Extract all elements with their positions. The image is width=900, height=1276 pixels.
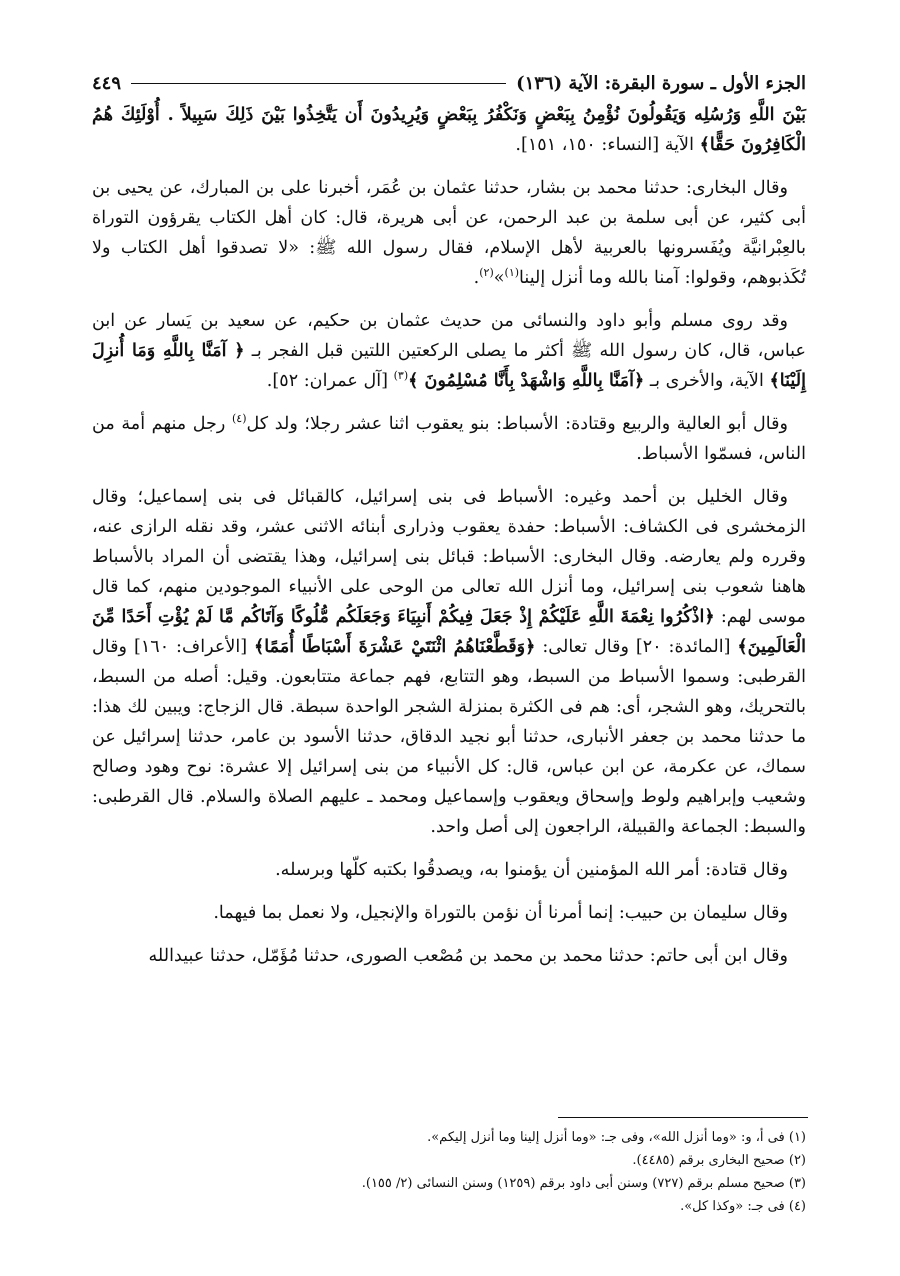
quran-quote: بَيْنَ اللَّهِ وَرُسُلِه وَيَقُولُونَ نُؤْمِنُ بِبَعْضٍ وَنَكْفُرُ بِبَعْضٍ وَيُرِيدُونَ أَن يَتَّخِذُوا بَيْنَ ذَلِكَ سَبِيلاً . أُوْلَئِكَ هُمُ الْكَافِرُونَ حَقًّا﴾: [92, 104, 806, 155]
header-title: الجزء الأول ـ سورة البقرة: الآية (١٣٦): [516, 72, 806, 94]
quran-quote: ﴿اذْكُرُوا نِعْمَةَ اللَّهِ عَلَيْكُمْ إِذْ جَعَلَ فِيكُمْ أَنبِيَاءَ وَجَعَلَكُم مُّلُوكًا وَآتَاكُم مَّا لَمْ يُؤْتِ أَحَدًا مِّنَ الْعَالَمِينَ﴾: [92, 606, 807, 657]
paragraph: [92, 898, 806, 928]
text-run: »: [493, 268, 505, 288]
paragraph: [92, 173, 806, 293]
paragraph: [92, 409, 806, 469]
text-run: وقال ابن أبى حاتم: حدثنا محمد بن محمد بن مُصْعب الصورى، حدثنا مُؤَمّل، حدثنا عبيدالله: [148, 946, 788, 966]
text-run: [الأعراف: ١٦٠] وقال القرطبى: وسموا الأسباط من السبط، وهو التتابع، فهم جماعة متتابعون. وقيل: أصله من السبط، بالتحريك، وهو الشجر، أى: هم فى الكثرة بمنزلة الشجر الواحدة سبطة. قال الزجاج: ويبين لك هذا: ما حدثنا محمد بن جعفر الأنبارى، حدثنا أبو نجيد الدقاق، حدثنا الأسود بن عامر، حدثنا إسرائيل عن سماك، عن عكرمة، عن ابن عباس، قال: كل الأنبياء من بنى إسرائيل إلا عشرة: نوح وهود وصالح وشعيب وإبراهيم ولوط وإسحاق ويعقوب وإسماعيل ومحمد ـ عليهم الصلاة والسلام. قال القرطبى: والسبط: الجماعة والقبيلة، الراجعون إلى أصل واحد.: [92, 637, 806, 837]
text-run: [آل عمران: ٥٢].: [266, 371, 394, 391]
main-text: [92, 100, 806, 1085]
footnote: (٤) فى جـ: «وكذا كل».: [680, 1199, 806, 1214]
footnote-ref: (٤): [231, 412, 247, 426]
paragraph: [92, 306, 806, 396]
text-run: .: [473, 268, 480, 288]
paragraph: [92, 482, 806, 842]
paragraph: [92, 941, 806, 971]
text-run: وقال قتادة: أمر الله المؤمنين أن يؤمنوا به، ويصدقُوا بكتبه كلّها وبرسله.: [275, 860, 788, 880]
text-run: وقال البخارى: حدثنا محمد بن بشار، حدثنا عثمان بن عُمَر، أخبرنا على بن المبارك، عن يحيى بن أبى كثير، عن أبى سلمة بن عبد الرحمن، عن أبى هريرة، قال: كان أهل الكتاب يقرؤون التوراة بالعِبْرانيَّة ويُفَسرونها بالعربية لأهل الإسلام، فقال رسول الله ﷺ: «لا تصدقوا أهل الكتاب ولا تُكَذبوهم، وقولوا: آمنا بالله وما أنزل إلينا: [92, 178, 806, 288]
footnote-ref: (٣): [393, 369, 409, 383]
text-run: الآية [النساء: ١٥٠، ١٥١].: [515, 135, 700, 155]
text-run: وقال أبو العالية والربيع وقتادة: الأسباط: بنو يعقوب اثنا عشر رجلا؛ ولد كل: [246, 414, 788, 434]
footnotes: [92, 1126, 806, 1218]
text-run: وقال الخليل بن أحمد وغيره: الأسباط فى بنى إسرائيل، كالقبائل فى بنى إسماعيل؛ وقال الزمخشرى فى الكشاف: الأسباط: حفدة يعقوب وذرارى أبنائه الاثنى عشر، وقد نقله الرازى عنه، وقرره ولم يعارضه. وقال البخارى: الأسباط: قبائل بنى إسرائيل، وهذا يقتضى أن المراد بالأسباط هاهنا شعوب بنى إسرائيل، وما أنزل الله تعالى من الوحى على الأنبياء الموجودين منهم، كما قال موسى لهم:: [92, 487, 806, 627]
paragraph: [92, 855, 806, 885]
text-run: الآية، والأخرى بـ: [644, 371, 770, 391]
footnote: (١) فى أ، و: «وما أنزل الله»، وفى جـ: «وما أنزل إلينا وما أنزل إليكم».: [427, 1130, 806, 1145]
footnote-ref: (٢): [479, 266, 494, 280]
quran-quote: ﴿آمَنَّا بِاللَّهِ وَاشْهَدْ بِأَنَّا مُسْلِمُونَ ﴾: [408, 370, 645, 391]
text-run: [المائدة: ٢٠] وقال تعالى:: [535, 637, 738, 657]
footnote: (٣) صحيح مسلم برقم (٧٢٧) وسنن أبى داود برقم (١٢٥٩) وسنن النسائى (٢/ ١٥٥).: [361, 1176, 806, 1191]
footnote: (٢) صحيح البخارى برقم (٤٤٨٥).: [632, 1153, 806, 1168]
quran-quote: ﴿ آمَنَّا بِاللَّهِ وَمَا أُنزِلَ إِلَيْنَا﴾: [92, 340, 806, 391]
running-header: [92, 70, 806, 96]
text-run: وقال سليمان بن حبيب: إنما أمرنا أن نؤمن بالتوراة والإنجيل، ولا نعمل بما فيهما.: [213, 903, 788, 923]
header-rule: [131, 83, 506, 84]
text-run: رجل منهم أمة من الناس، فسمّوا الأسباط.: [92, 414, 806, 464]
page-number: ٤٤٩: [92, 72, 122, 94]
footnote-separator: [558, 1117, 808, 1118]
footnote-ref: (١): [504, 266, 520, 280]
paragraph: [92, 100, 806, 160]
quran-quote: ﴿وَقَطَّعْنَاهُمُ اثْنَتَيْ عَشْرَةَ أَسْبَاطًا أُمَمًا﴾: [254, 636, 536, 657]
text-run: وقد روى مسلم وأبو داود والنسائى من حديث عثمان بن حكيم، عن سعيد بن يَسار عن ابن عباس، قال، كان رسول الله ﷺ أكثر ما يصلى الركعتين اللتين قبل الفجر بـ: [92, 311, 806, 361]
